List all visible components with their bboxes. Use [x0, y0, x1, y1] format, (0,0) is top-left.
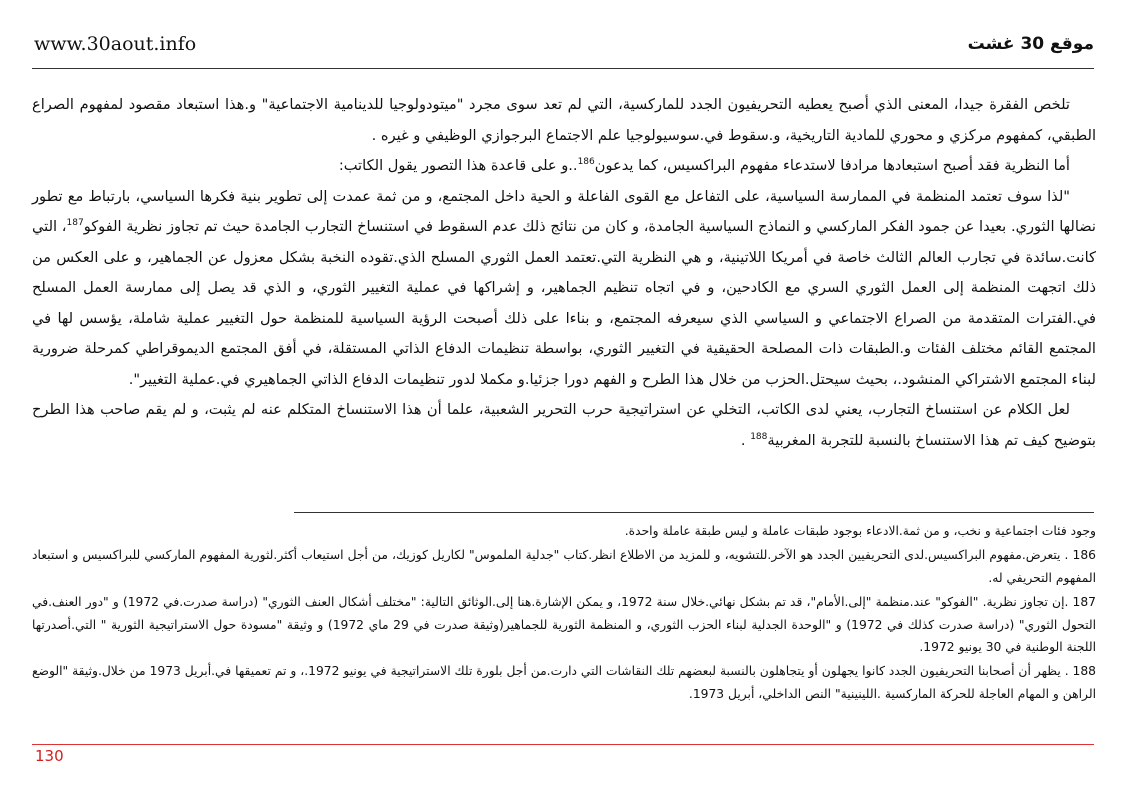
footer-divider — [32, 744, 1094, 745]
main-text — [32, 90, 1096, 456]
paragraph-4-text-a: لعل الكلام عن استنساخ التجارب، يعني لدى الكاتب، التخلي عن استراتيجية حرب التحرير الشعبية، علما أن هذا الاستنساخ المتكلم عنه لم يثبت، و لم يقم صاحب هذا الطرح بتوضيح كيف تم هذا الاستنساخ بالنسبة للتجربة المغربية — [32, 401, 1096, 449]
quotation-paragraph — [32, 182, 1096, 396]
paragraph-2-text-b: ..و على قاعدة هذا التصور يقول الكاتب: — [338, 157, 578, 174]
paragraph-4-text-b: . — [740, 431, 751, 449]
footnotes — [32, 520, 1096, 707]
quotation-text-a: "لذا سوف تعتمد المنظمة في الممارسة السياسية، على التفاعل مع القوى الفاعلة و الحية داخل المجتمع، و من ثمة عمدت إلى تطوير بنية فكرها السياسي، بارتباط مع تطور نضالها الثوري. بعيدا عن جمود الفكر الماركسي و النماذج السياسية الجامدة، و كان من نتائج ذلك عدم السقوط في استنساخ التجارب الجامدة حيث تم تجاوز نظرية الفوكو — [32, 187, 1096, 235]
header-site-url: www.30aout.info — [34, 33, 197, 55]
paragraph-4 — [32, 395, 1096, 456]
page-number: 130 — [35, 747, 64, 765]
footnote-188: 188 . يظهر أن أصحابنا التحريفيون الجدد كانوا يجهلون أو يتجاهلون بالنسبة لبعضهم تلك النقاشات التي دارت.من أجل بلورة تلك الاستراتيجية في يونيو 1972.، و تم تعميقها في.أبريل 1973 من خلال.وثيقة "الوضع الراهن و المهام العاجلة للحركة الماركسية .اللينينية" النص الداخلي، أبريل 1973. — [32, 664, 1097, 701]
footnote-187: 187 .إن تجاوز نظرية. "الفوكو" عند.منظمة "إلى.الأمام"، قد تم بشكل نهائي.خلال سنة 1972، و يمكن الإشارة.هنا إلى.الوثائق التالية: "مختلف أشكال العنف الثوري" (دراسة صدرت.في 1972) و "دور العنف.في التحول الثوري" (دراسة صدرت كذلك في 1972) و "الوحدة الجدلية لبناء الحزب الثوري، و المنظمة الثورية للجماهير(وثيقة صدرت في 29 ماي 1972) و وثيقة "مسودة حول الاستراتيجية الثورية " التي.أصدرتها اللجنة الوطنية في 30 يونيو 1972. — [32, 595, 1096, 655]
footnote-186: 186 . يتعرض.مفهوم البراكسيس.لدى التحريفيين الجدد هو الآخر.للتشويه، و للمزيد من الاطلاع انظر.كتاب "جدلية الملموس" لكاريل كوزيك، من أجل استيعاب أكثر.لثورية المفهوم الماركسي للبراكسيس و استبعاد المفهوم التحريفي له. — [32, 548, 1096, 585]
footnote-continuation: وجود فئات اجتماعية و نخب، و من ثمة.الادعاء بوجود طبقات عاملة و ليس طبقة عاملة واحدة. — [624, 524, 1096, 538]
paragraph-2-text-a: أما النظرية فقد أصبح استبعادها مرادفا لاستدعاء مفهوم البراكسيس، كما يدعون — [594, 157, 1070, 174]
paragraph-2 — [32, 151, 1096, 182]
header-divider — [32, 68, 1094, 69]
quotation-text-b: ، التي كانت.سائدة في تجارب العالم الثالث خاصة في أمريكا اللاتينية، و هي النظرية التي.تعتمد العمل الثوري المسلح الذي.تقوده النخبة بشكل معزول عن الجماهير، و على العكس من ذلك اتجهت المنظمة إلى العمل الثوري السري مع الكادحين، و في اتجاه تنظيم الجماهير، و إشراكها في عملية التغيير الثوري، و الذي قد يصل إلى ممارسة العمل المسلح في.الفترات المتقدمة من الصراع الاجتماعي و السياسي الذي سيعرفه المجتمع، و بناءا على ذلك أصبحت الرؤية السياسية للمنظمة حول التغيير عملية شاملة، يؤسس لها في المجتمع القائم مختلف الفئات و.الطبقات ذات المصلحة الحقيقية في التغيير الثوري، بواسطة تنظيمات الدفاع الذاتي المستقلة، في أفق المجتمع الديموقراطي كمرحلة ضرورية لبناء المجتمع الاشتراكي المنشود.، بحيث سيحتل.الحزب من خلال هذا الطرح و الفهم دورا جزئيا.و مكملا لدور تنظيمات الدفاع الذاتي الجماهيري في.عملية التغيير". — [32, 218, 1096, 388]
footnote-divider — [294, 512, 1094, 513]
footnote-ref-186: 186 — [577, 157, 595, 168]
paragraph-1: تلخص الفقرة جيدا، المعنى الذي أصبح يعطيه التحريفيون الجدد للماركسية، التي لم تعد سوى مجرد "ميتودولوجيا للدينامية الاجتماعية" و.هذا استبعاد مقصود لمفهوم الصراع الطبقي، كمفهوم مركزي و محوري للمادية التاريخية، و.سقوط في.سوسيولوجيا علم الاجتماع البرجوازي الوظيفي و غيره . — [32, 96, 1096, 144]
header-site-title: موقع 30 غشت — [967, 34, 1094, 54]
footnote-ref-187: 187 — [66, 218, 84, 229]
footnote-ref-188: 188 — [750, 431, 768, 442]
